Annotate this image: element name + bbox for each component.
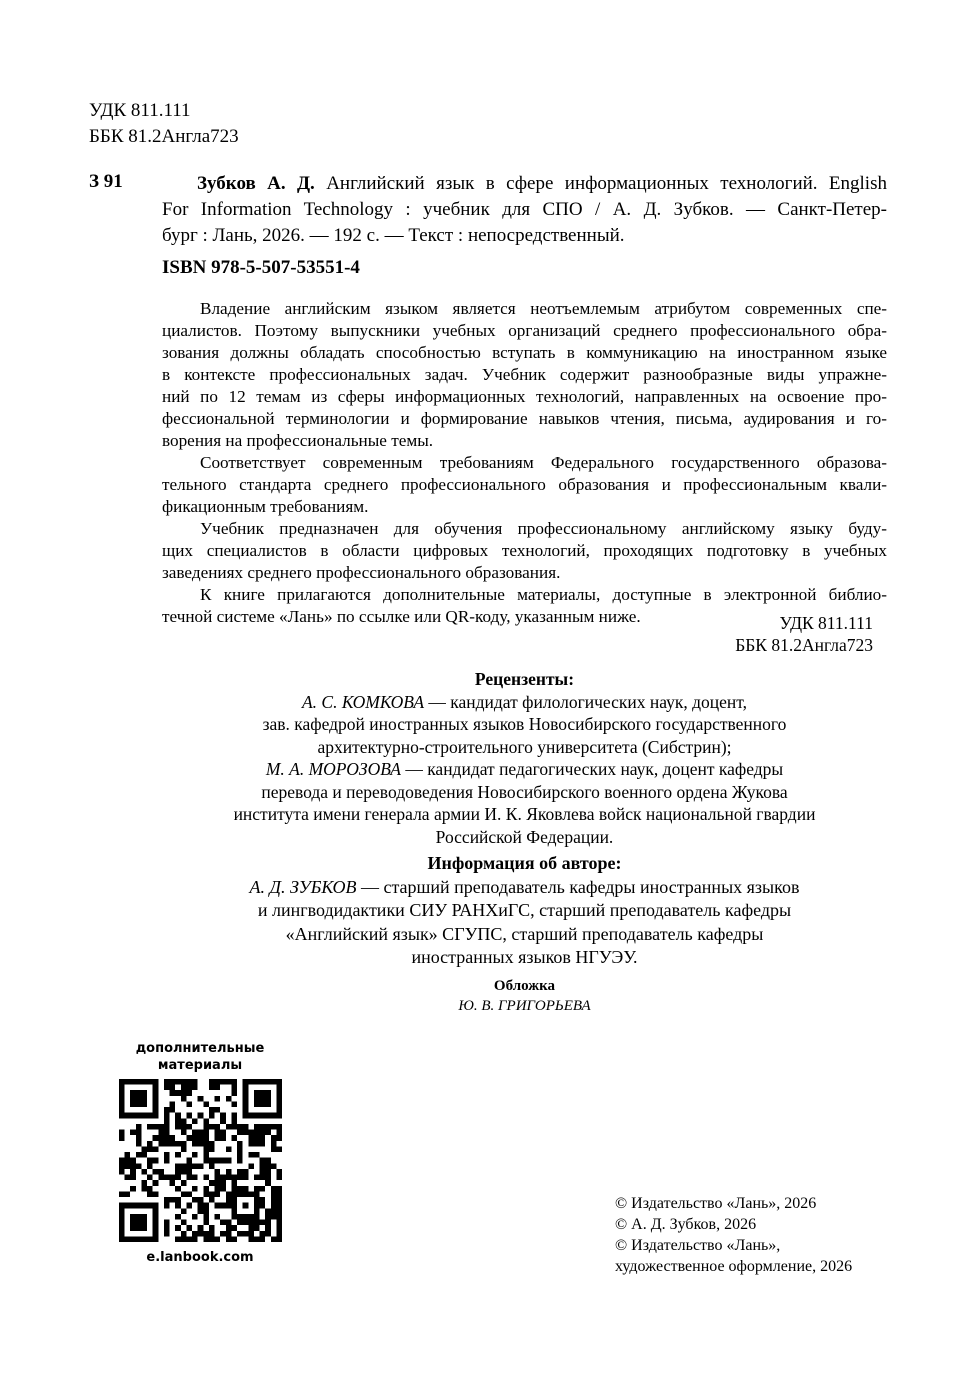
cover-section	[162, 976, 887, 1016]
copyright-block	[615, 1193, 852, 1277]
author-info-line2: и лингводидактики СИУ РАНХиГС, старший преподаватель кафедры	[257, 900, 792, 920]
author-info-name: А. Д. ЗУБКОВ	[249, 876, 357, 897]
header-bbk: ББК 81.2Англа723	[89, 126, 239, 147]
reviewer-1-line3: архитектурно-строительного университета (Сибстрин);	[317, 736, 732, 757]
copyright-line4: художественное оформление, 2026	[615, 1258, 853, 1275]
annotation-line: течной системе «Лань» по ссылке или QR-коду, указанным ниже.	[162, 607, 641, 626]
author-info-section	[162, 852, 887, 970]
annotation-line: Владение английским языком является неотъемлемым атрибутом современных спе-	[200, 299, 887, 318]
header-udk: УДК 811.111	[89, 100, 191, 121]
header-classification-codes	[89, 98, 239, 150]
reviewer-2-line3: института имени генерала армии И. К. Яковлева войск национальной гвардии	[233, 804, 816, 824]
author-info-line4: иностранных языков НГУЭУ.	[411, 947, 638, 967]
reviewer-2-line4: Российской Федерации.	[435, 826, 614, 847]
cover-designer-name: Ю. В. ГРИГОРЬЕВА	[458, 998, 591, 1014]
annotation-line: в контексте профессиональных задач. Учебник содержит разнообразные виды упражне-	[162, 365, 887, 384]
qr-code[interactable]	[119, 1079, 282, 1242]
bibliographic-description	[162, 171, 887, 249]
reviewer-1-line2: зав. кафедрой иностранных языков Новосибирского государственного	[262, 714, 787, 734]
annotation-line: Соответствует современным требованиям Федерального государственного образова-	[200, 453, 887, 472]
author-info-line3: «Английский язык» СГУПС, старший преподаватель кафедры	[285, 923, 764, 944]
bottom-udk: УДК 811.111	[779, 613, 873, 633]
reviewer-1-line1: А. С. КОМКОВА — кандидат филологических наук, доцент,	[301, 691, 747, 712]
reviewer-2-line2: перевода и переводоведения Новосибирского военного ордена Жукова	[261, 781, 788, 802]
annotation-line: заведениях среднего профессионального образования.	[162, 563, 561, 582]
author-info-line1: А. Д. ЗУБКОВ — старший преподаватель кафедры иностранных языков	[249, 876, 800, 897]
annotation-line: ний по 12 темам из сферы информационных технологий, направленных на освоение про-	[162, 387, 887, 406]
qr-caption-line1: дополнительные	[135, 1041, 265, 1056]
reviewers-heading: Рецензенты:	[474, 669, 575, 689]
annotation-line: Учебник предназначен для обучения профессиональному английскому языку буду-	[200, 519, 887, 538]
qr-caption	[110, 1040, 290, 1074]
biblio-line2: For Information Technology : учебник для СПО / А. Д. Зубков. — Санкт-Петер-	[162, 199, 887, 220]
biblio-author: Зубков А. Д.	[197, 173, 315, 194]
copyright-line1: © Издательство «Лань», 2026	[615, 1195, 817, 1212]
annotation-line: К книге прилагаются дополнительные материалы, доступные в электронной библио-	[200, 585, 887, 604]
annotation-line: тельного стандарта среднего профессионального образования и профессиональным квали-	[162, 475, 887, 494]
annotation-line: циалистов. Поэтому выпускники учебных организаций среднего профессионального обра-	[162, 321, 887, 340]
cover-heading: Обложка	[493, 978, 556, 994]
reviewer-1-name: А. С. КОМКОВА	[301, 691, 425, 712]
reviewer-2-name: М. А. МОРОЗОВА	[265, 759, 401, 779]
bottom-classification-codes	[660, 612, 873, 656]
biblio-title-line1: Английский язык в сфере информационных технологий. English	[314, 173, 887, 194]
copyright-line2: © А. Д. Зубков, 2026	[615, 1216, 757, 1233]
bottom-bbk: ББК 81.2Англа723	[735, 635, 873, 655]
reviewers-section	[162, 668, 887, 848]
qr-caption-line2: материалы	[157, 1058, 243, 1073]
copyright-line3: © Издательство «Лань»,	[615, 1237, 781, 1254]
author-sign: З 91	[89, 171, 123, 192]
annotation	[162, 298, 887, 628]
annotation-line: фессиональной терминологии и формирование навыков чтения, письма, аудирования и го-	[162, 409, 887, 428]
annotation-line: фикационным требованиям.	[162, 497, 369, 516]
qr-url: e.lanbook.com	[146, 1250, 254, 1265]
isbn: ISBN 978-5-507-53551-4	[162, 257, 360, 278]
annotation-line: зования должны обладать способностью вступать в коммуникацию на иностранном языке	[162, 343, 887, 362]
annotation-line: щих специалистов в области цифровых технологий, проходящих подготовку в учебных	[162, 541, 887, 560]
biblio-line3: бург : Лань, 2026. — 192 с. — Текст : непосредственный.	[162, 225, 625, 246]
author-info-heading: Информация об авторе:	[427, 853, 622, 873]
reviewer-2-line1: М. А. МОРОЗОВА — кандидат педагогических наук, доцент кафедры	[265, 759, 784, 779]
annotation-line: ворения на профессиональные темы.	[162, 431, 434, 450]
